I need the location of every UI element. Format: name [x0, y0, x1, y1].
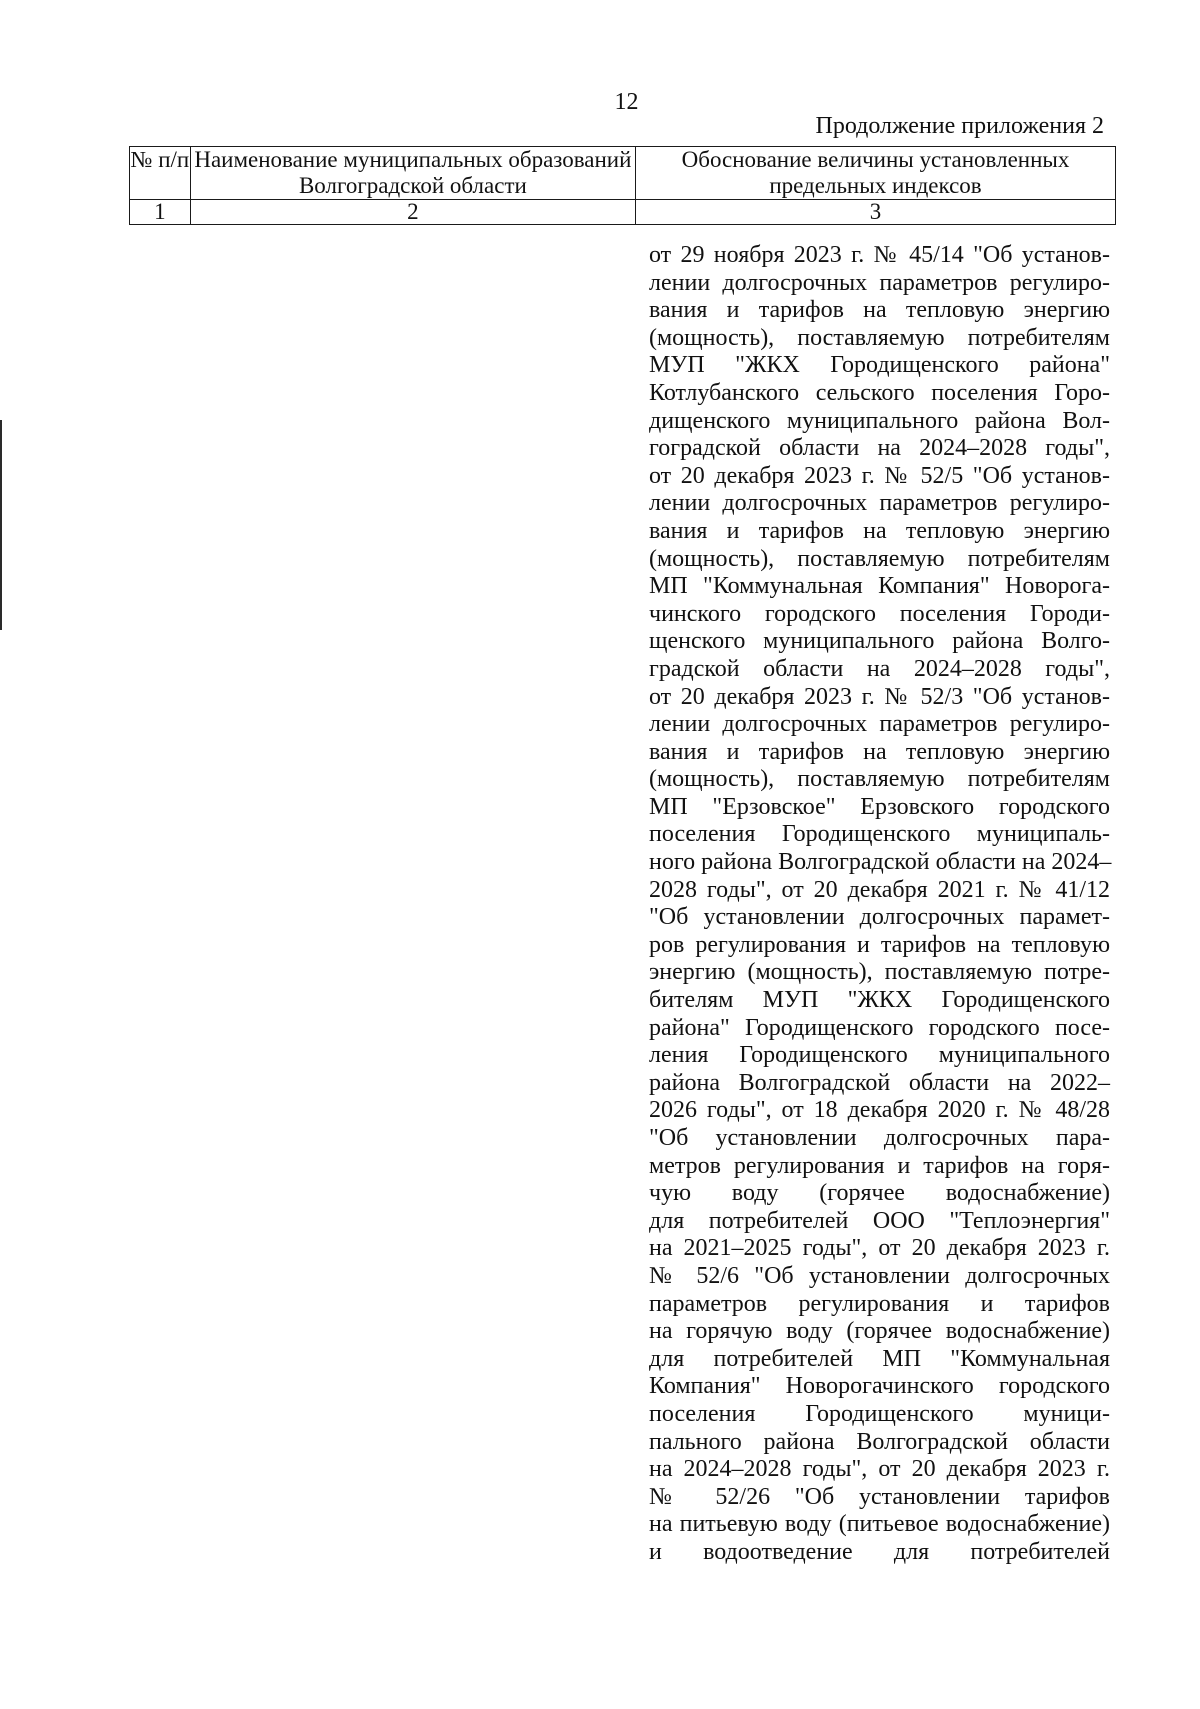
text-line: (мощность), поставляемую потребителям — [649, 545, 1110, 572]
page-number: 12 — [614, 89, 639, 115]
text-line: лении долгосрочных параметров регулиро- — [649, 490, 1110, 517]
text-line: МП "Коммунальная Компания" Новорога- — [649, 573, 1110, 600]
header-row — [130, 147, 1116, 200]
text-line: № 52/26 "Об установлении тарифов — [649, 1483, 1110, 1510]
text-line: от 20 декабря 2023 г. № 52/3 "Об установ- — [649, 683, 1110, 710]
text-line: 2026 годы", от 18 декабря 2020 г. № 48/28 — [649, 1097, 1110, 1124]
text-line: гоградской области на 2024–2028 годы", — [649, 435, 1110, 462]
text-line: Компания" Новорогачинского городского — [649, 1373, 1110, 1400]
column-number-2: 2 — [190, 200, 635, 225]
header-cell-municipality: Наименование муниципальных образований Волгоградской области — [190, 147, 635, 200]
text-line: ления Городищенского муниципального — [649, 1042, 1110, 1069]
text-line: вания и тарифов на тепловую энергию — [649, 738, 1110, 765]
text-line: МП "Ерзовское" Ерзовского городского — [649, 793, 1110, 820]
text-line: лении долгосрочных параметров регулиро- — [649, 711, 1110, 738]
text-line: метров регулирования и тарифов на горя- — [649, 1152, 1110, 1179]
header-cell-number: № п/п — [130, 147, 191, 200]
text-line: района" Городищенского городского посе- — [649, 1014, 1110, 1041]
text-line: "Об установлении долгосрочных парамет- — [649, 904, 1110, 931]
column-number-3: 3 — [636, 200, 1116, 225]
text-line: на горячую воду (горячее водоснабжение) — [649, 1318, 1110, 1345]
text-line: района Волгоградской области на 2022– — [649, 1069, 1110, 1096]
scan-edge-artifact — [0, 420, 2, 630]
text-line: щенского муниципального района Волго- — [649, 628, 1110, 655]
text-line: на 2024–2028 годы", от 20 декабря 2023 г. — [649, 1456, 1110, 1483]
text-line: бителям МУП "ЖКХ Городищенского — [649, 987, 1110, 1014]
text-line: 2028 годы", от 20 декабря 2021 г. № 41/12 — [649, 876, 1110, 903]
text-line: поселения Городищенского муници- — [649, 1400, 1110, 1427]
text-line: дищенского муниципального района Вол- — [649, 407, 1110, 434]
text-line: вания и тарифов на тепловую энергию — [649, 517, 1110, 544]
text-line: вания и тарифов на тепловую энергию — [649, 297, 1110, 324]
text-line: ного района Волгоградской области на 2024– — [649, 849, 1112, 876]
text-line: от 29 ноября 2023 г. № 45/14 "Об установ- — [649, 242, 1110, 268]
text-line: № 52/6 "Об установлении долгосрочных — [649, 1262, 1110, 1289]
header-cell-justification: Обоснование величины установленных предельных индексов — [636, 147, 1116, 200]
text-line: градской области на 2024–2028 годы", — [649, 655, 1110, 682]
text-line: параметров регулирования и тарифов — [649, 1290, 1110, 1317]
text-line: от 20 декабря 2023 г. № 52/5 "Об установ- — [649, 462, 1110, 489]
header-table — [129, 146, 1116, 225]
text-line: МУП "ЖКХ Городищенского района" — [649, 352, 1110, 379]
text-line: чую воду (горячее водоснабжение) — [649, 1180, 1110, 1207]
text-line: на 2021–2025 годы", от 20 декабря 2023 г. — [649, 1235, 1110, 1262]
text-line: для потребителей ООО "Теплоэнергия" — [649, 1207, 1110, 1234]
text-line: энергию (мощность), поставляемую потре- — [649, 959, 1110, 986]
column-number-1: 1 — [130, 200, 191, 225]
text-line: поселения Городищенского муниципаль- — [649, 821, 1110, 848]
text-line: лении долгосрочных параметров регулиро- — [649, 269, 1110, 296]
justification-text — [649, 242, 1110, 1567]
text-line: (мощность), поставляемую потребителям — [649, 766, 1110, 793]
text-line: на питьевую воду (питьевое водоснабжение) — [649, 1511, 1110, 1538]
text-line: (мощность), поставляемую потребителям — [649, 324, 1110, 351]
text-line: пального района Волгоградской области — [649, 1428, 1110, 1455]
text-line: для потребителей МП "Коммунальная — [649, 1345, 1110, 1372]
text-line: Котлубанского сельского поселения Горо- — [649, 379, 1110, 406]
column-number-row — [130, 200, 1116, 225]
text-line: ров регулирования и тарифов на тепловую — [649, 931, 1110, 958]
text-line: и водоотведение для потребителей — [649, 1538, 1110, 1565]
appendix-continuation-label: Продолжение приложения 2 — [815, 113, 1104, 139]
text-line: "Об установлении долгосрочных пара- — [649, 1125, 1110, 1151]
text-line: чинского городского поселения Городи- — [649, 600, 1110, 627]
